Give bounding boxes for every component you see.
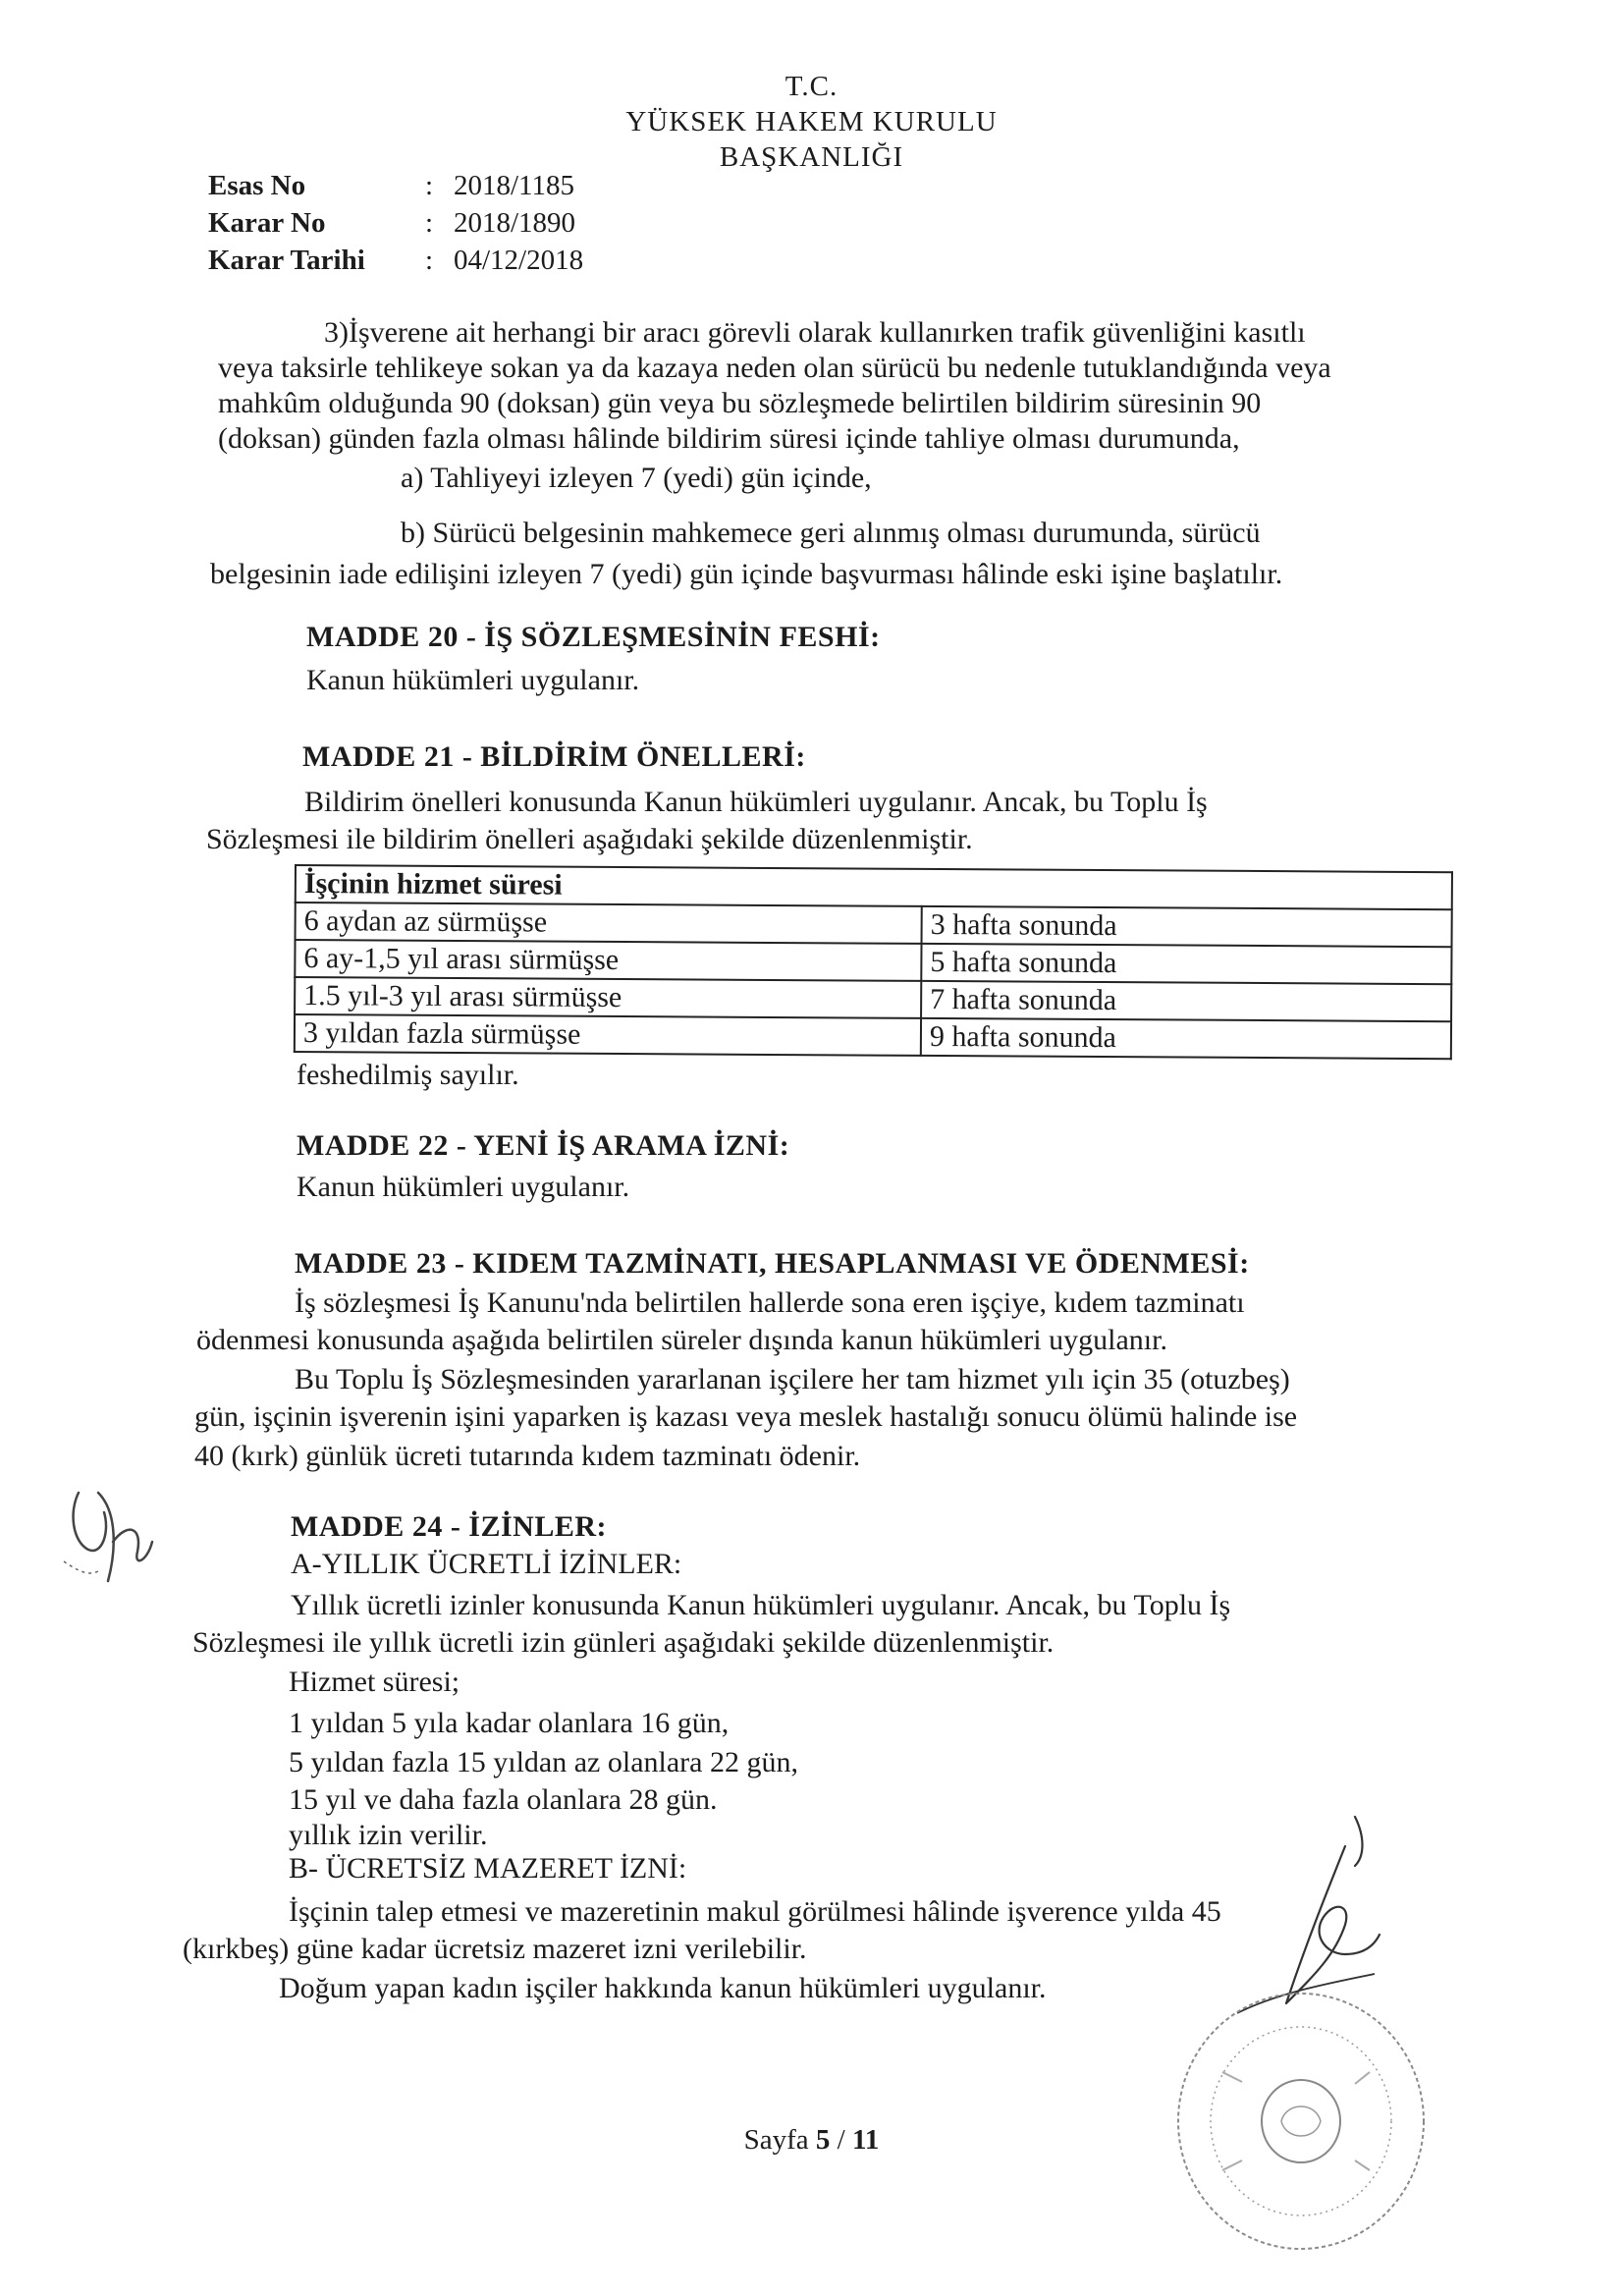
meta-row-tarih <box>208 242 583 279</box>
page-prefix: Sayfa <box>743 2124 809 2156</box>
page-separator: / <box>837 2124 845 2156</box>
article-21-after: feshedilmiş sayılır. <box>297 1059 519 1091</box>
page-current: 5 <box>815 2124 831 2156</box>
meta-colon: : <box>424 245 434 276</box>
article-20-body: Kanun hükümleri uygulanır. <box>306 664 640 696</box>
meta-colon: : <box>424 170 434 201</box>
table-cell-duration: 1.5 yıl-3 yıl arası sürmüşse <box>295 977 921 1018</box>
header-presidency: BAŞKANLIĞI <box>719 141 904 173</box>
article-24-title: MADDE 24 - İZİNLER: <box>291 1510 608 1543</box>
header-institution: YÜKSEK HAKEM KURULU <box>625 106 998 137</box>
margin-initials-signature <box>59 1473 167 1601</box>
official-seal-stamp <box>1163 1974 1438 2269</box>
article-23-p2-line-1: Bu Toplu İş Sözleşmesinden yararlanan işçilere her tam hizmet yılı için 35 (otuzbeş) <box>295 1363 1290 1395</box>
article-24-row-1: 1 yıldan 5 yıla kadar olanlara 16 gün, <box>289 1707 730 1739</box>
table-cell-notice: 3 hafta sonunda <box>922 906 1452 947</box>
article-24-b-line-2: (kırkbeş) güne kadar ücretsiz mazeret izni verilebilir. <box>183 1933 807 1965</box>
article-21-line-1: Bildirim önelleri konusunda Kanun hükümleri uygulanır. Ancak, bu Toplu İş <box>304 786 1208 818</box>
article-24-b-title: B- ÜCRETSİZ MAZERET İZNİ: <box>289 1852 687 1885</box>
table-cell-duration: 6 ay-1,5 yıl arası sürmüşse <box>295 940 921 981</box>
page-total: 11 <box>851 2124 880 2156</box>
meta-label: Esas No <box>208 170 306 201</box>
article-23-p1-line-2: ödenmesi konusunda aşağıda belirtilen süreler dışında kanun hükümleri uygulanır. <box>196 1324 1167 1356</box>
article-24-row-3: 15 yıl ve daha fazla olanlara 28 gün. <box>289 1783 718 1816</box>
table-cell-notice: 7 hafta sonunda <box>921 981 1451 1021</box>
intro-item-b-cont: belgesinin iade edilişini izleyen 7 (yedi) gün içinde başvurması hâlinde eski işine başlatılır. <box>210 558 1283 590</box>
article-23-title: MADDE 23 - KIDEM TAZMİNATI, HESAPLANMASI VE ÖDENMESİ: <box>295 1247 1250 1280</box>
table-cell-notice: 5 hafta sonunda <box>921 944 1451 984</box>
intro-line-2: veya taksirle tehlikeye sokan ya da kazaya neden olan sürücü bu nedenle tutuklandığında veya <box>218 352 1331 384</box>
table-cell-duration: 3 yıldan fazla sürmüşse <box>295 1014 921 1056</box>
meta-value: 04/12/2018 <box>454 245 584 276</box>
article-24-hizmet: Hizmet süresi; <box>289 1666 460 1698</box>
meta-row-karar <box>208 204 583 242</box>
article-22-body: Kanun hükümleri uygulanır. <box>297 1171 630 1203</box>
article-23-p2-line-2: gün, işçinin işverenin işini yaparken iş kazası veya meslek hastalığı sonucu ölümü halinde ise <box>194 1400 1298 1433</box>
article-24-a-title: A-YILLIK ÜCRETLİ İZİNLER: <box>291 1548 682 1580</box>
article-24-a-line-1: Yıllık ücretli izinler konusunda Kanun hükümleri uygulanır. Ancak, bu Toplu İş <box>291 1589 1231 1621</box>
table-row <box>295 1014 1451 1059</box>
intro-item-a: a) Tahliyeyi izleyen 7 (yedi) gün içinde, <box>401 462 872 494</box>
article-21-title: MADDE 21 - BİLDİRİM ÖNELLERİ: <box>302 740 806 773</box>
article-21-line-2: Sözleşmesi ile bildirim önelleri aşağıdaki şekilde düzenlenmiştir. <box>206 823 973 855</box>
article-22-title: MADDE 22 - YENİ İŞ ARAMA İZNİ: <box>297 1129 790 1162</box>
article-24-a-line-2: Sözleşmesi ile yıllık ücretli izin günleri aşağıdaki şekilde düzenlenmiştir. <box>192 1626 1055 1659</box>
case-metadata <box>208 167 583 279</box>
meta-value: 2018/1185 <box>454 170 574 201</box>
meta-label: Karar No <box>208 207 326 239</box>
article-24-row-2: 5 yıldan fazla 15 yıldan az olanlara 22 gün, <box>289 1746 798 1778</box>
article-24-b-line-3: Doğum yapan kadın işçiler hakkında kanun hükümleri uygulanır. <box>279 1972 1047 2004</box>
intro-line-3: mahkûm olduğunda 90 (doksan) gün veya bu sözleşmede belirtilen bildirim süresinin 90 <box>218 387 1262 419</box>
article-20-title: MADDE 20 - İŞ SÖZLEŞMESİNİN FESHİ: <box>306 621 881 653</box>
meta-row-esas <box>208 167 583 204</box>
meta-value: 2018/1890 <box>454 207 576 239</box>
notice-period-table <box>294 864 1453 1060</box>
article-24-b-line-1: İşçinin talep etmesi ve mazeretinin makul görülmesi hâlinde işverence yılda 45 <box>289 1895 1221 1928</box>
meta-colon: : <box>424 207 434 239</box>
table-cell-duration: 6 aydan az sürmüşse <box>296 902 922 944</box>
article-24-row-4: yıllık izin verilir. <box>289 1819 488 1851</box>
intro-line-4: (doksan) günden fazla olması hâlinde bildirim süresi içinde tahliye olması durumunda, <box>218 422 1240 455</box>
table-cell-notice: 9 hafta sonunda <box>921 1018 1451 1059</box>
intro-item-b: b) Sürücü belgesinin mahkemece geri alınmış olması durumunda, sürücü <box>401 517 1261 549</box>
meta-label: Karar Tarihi <box>208 245 365 276</box>
article-23-p2-line-3: 40 (kırk) günlük ücreti tutarında kıdem tazminatı ödenir. <box>194 1440 861 1472</box>
article-23-p1-line-1: İş sözleşmesi İş Kanunu'nda belirtilen hallerde sona eren işçiye, kıdem tazminatı <box>295 1286 1245 1319</box>
table-header: İşçinin hizmet süresi <box>296 865 1452 909</box>
header-tc: T.C. <box>784 71 839 102</box>
page-number <box>0 2124 1623 2157</box>
intro-line-1: 3)İşverene ait herhangi bir aracı görevli olarak kullanırken trafik güvenliğini kasıtlı <box>324 316 1306 349</box>
